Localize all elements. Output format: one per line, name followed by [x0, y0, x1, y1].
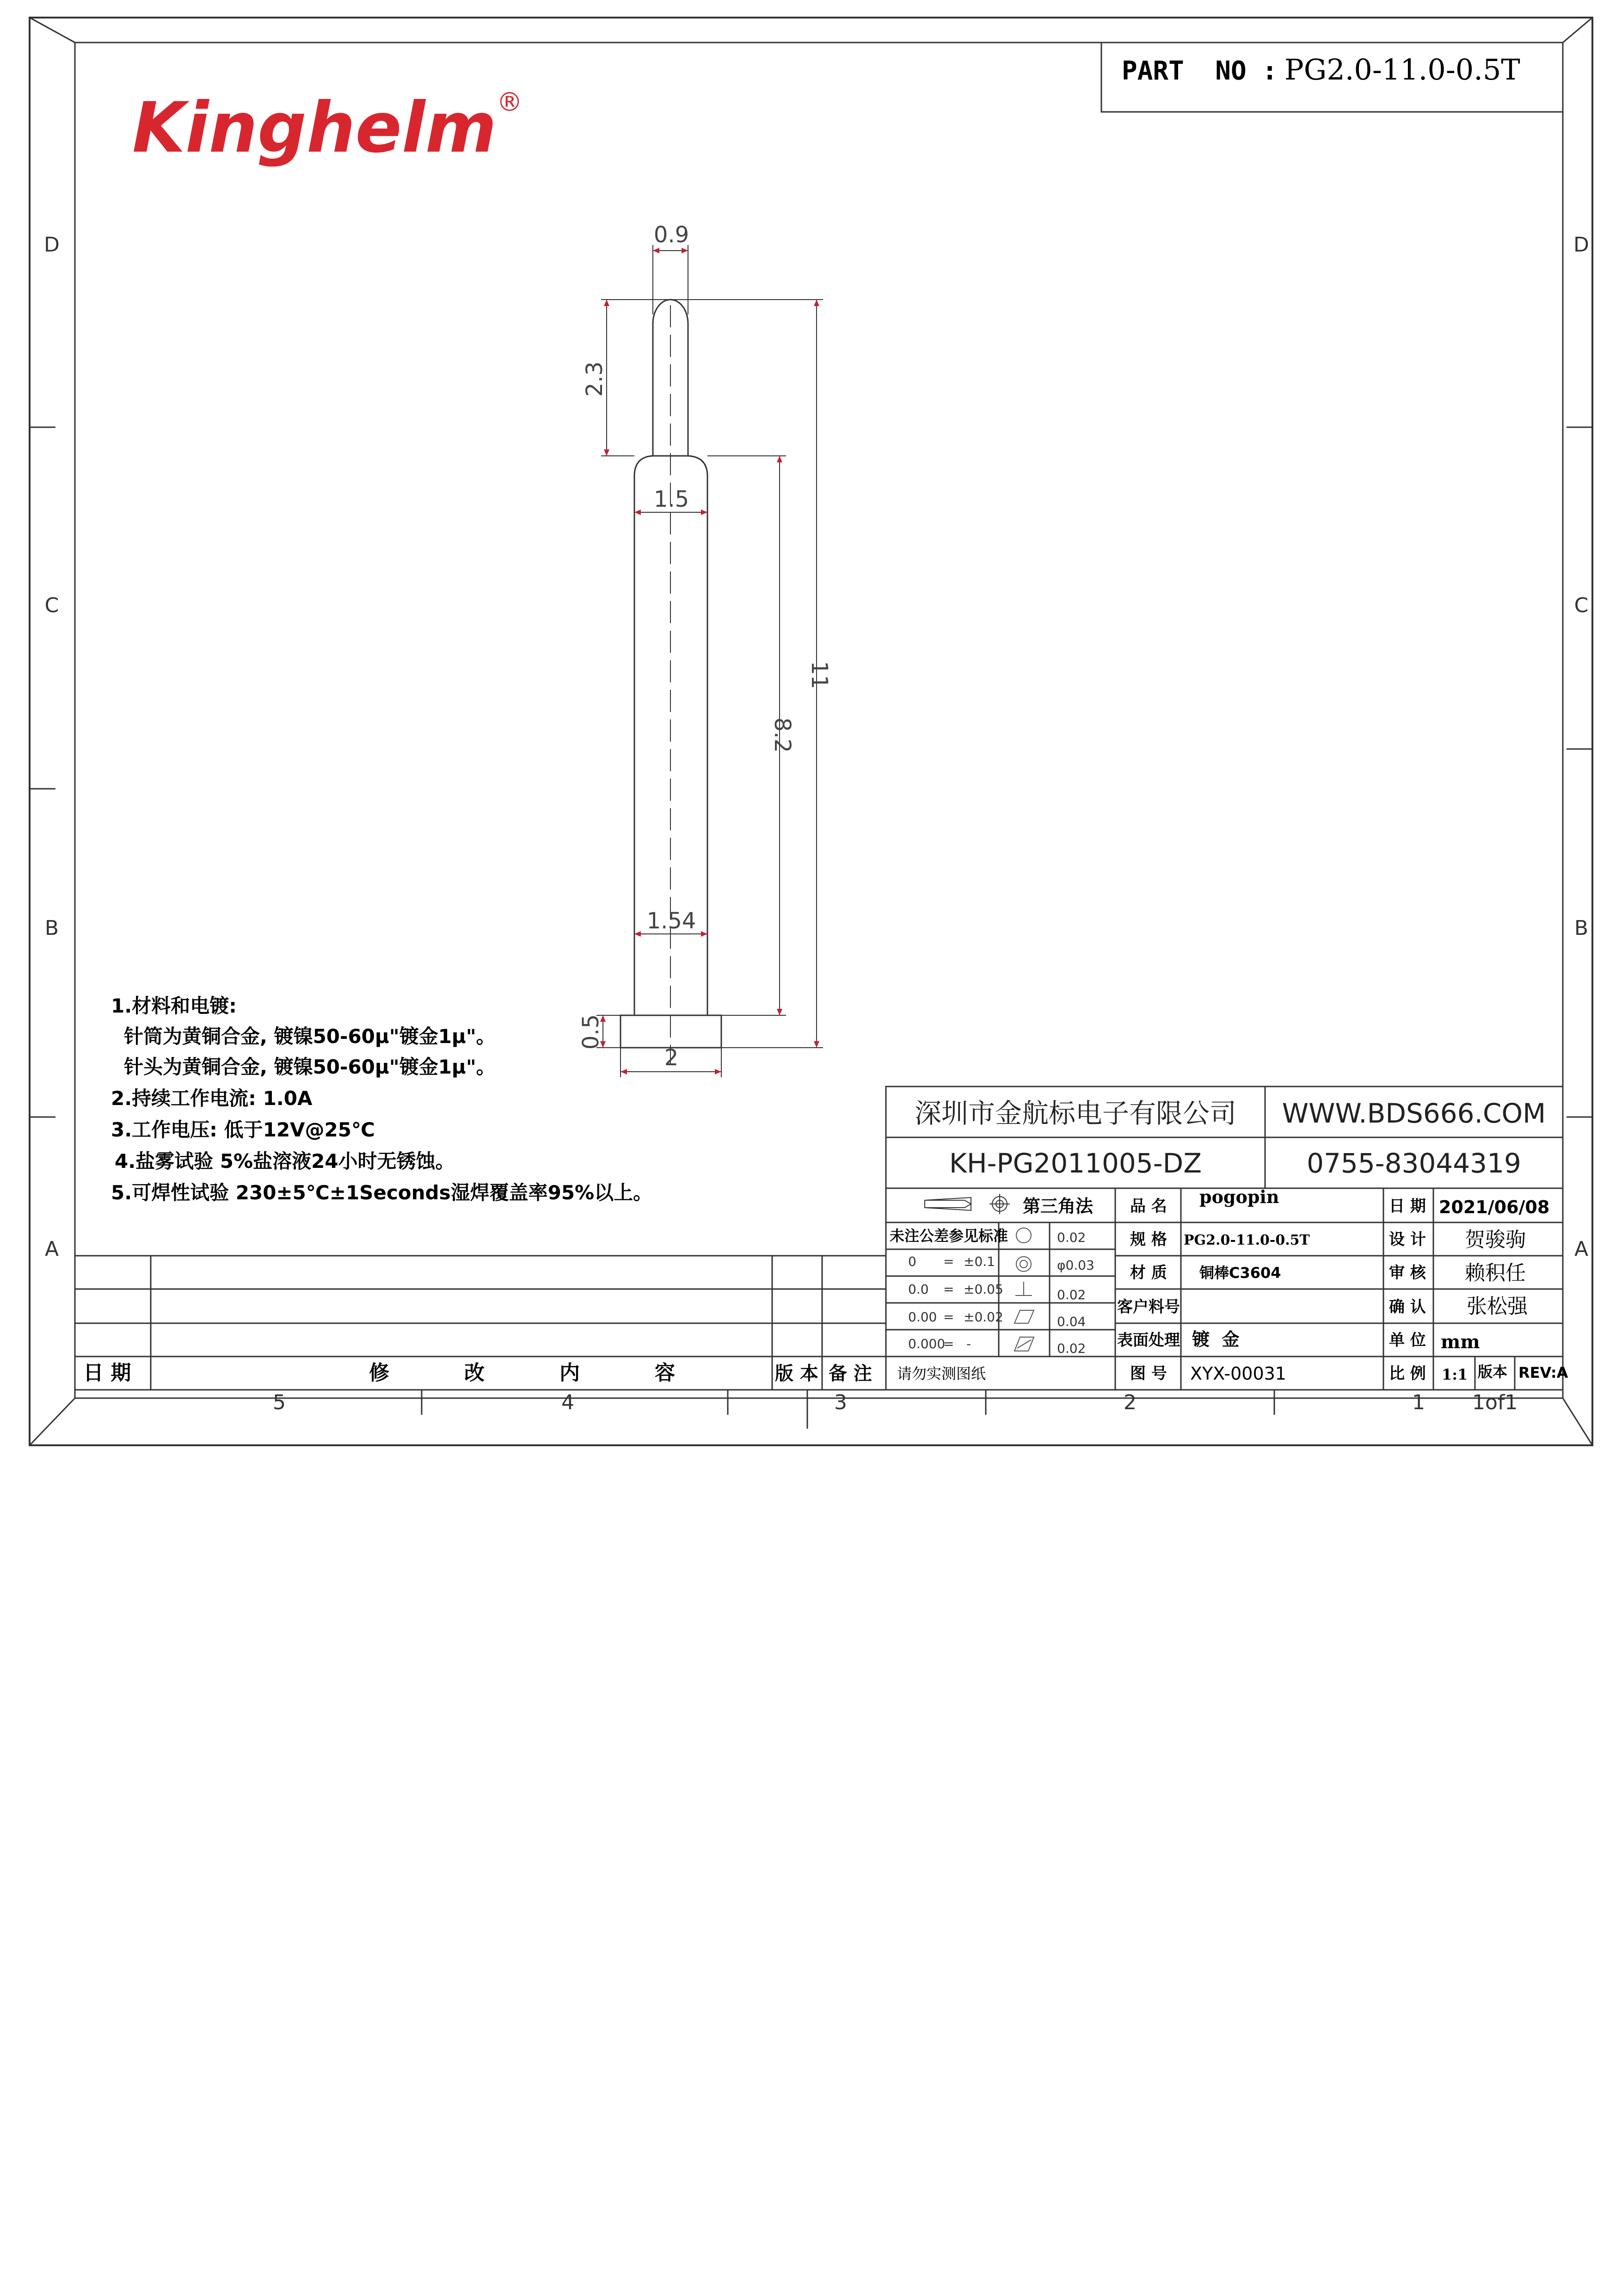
tol-eq-1: =	[943, 1282, 954, 1297]
note-line-4: 2.持续工作电流: 1.0A	[111, 1087, 313, 1110]
zone-ticks	[30, 427, 1592, 1429]
zone-row-left-b: B	[44, 916, 59, 940]
tolerance-title: 未注公差参见标准	[890, 1227, 1008, 1245]
unit-label: 单 位	[1389, 1331, 1426, 1350]
tol-eq-0: =	[943, 1254, 954, 1269]
zone-row-left-a: A	[44, 1237, 59, 1261]
dim-tip-length: 2.3	[582, 361, 608, 397]
projection-label: 第三角法	[1023, 1196, 1094, 1216]
cylindricity-icon	[1014, 1337, 1034, 1351]
review-label: 审 核	[1389, 1264, 1426, 1282]
company-name: 深圳市金航标电子有限公司	[914, 1098, 1237, 1129]
zone-col-2: 2	[1124, 1391, 1137, 1414]
dim-flange-thickness: 0.5	[578, 1014, 604, 1050]
roundness-icon	[1016, 1228, 1031, 1243]
tol-val-1: ±0.05	[964, 1282, 1003, 1297]
scale-value: 1:1	[1442, 1366, 1468, 1383]
material-label: 材 质	[1130, 1264, 1167, 1282]
rev-date-label: 日 期	[83, 1361, 131, 1385]
date-value: 2021/06/08	[1439, 1197, 1550, 1217]
zone-col-5: 5	[273, 1391, 286, 1414]
unit-value: mm	[1441, 1331, 1480, 1353]
tol-geo-4: 0.02	[1057, 1341, 1086, 1356]
rev-version-label: 版 本	[775, 1363, 818, 1384]
scale-label: 比 例	[1389, 1364, 1426, 1383]
rev-remark-label: 备 注	[829, 1363, 872, 1384]
drawing-no-value: XYX-00031	[1190, 1363, 1286, 1384]
registered-mark: ®	[497, 87, 522, 117]
note-line-3: 针头为黄铜合金, 镀镍50-60μ"镀金1μ"。	[124, 1056, 496, 1078]
zone-col-4: 4	[561, 1391, 574, 1414]
product-name-value: pogopin	[1199, 1186, 1279, 1207]
drawing-code: KH-PG2011005-DZ	[949, 1148, 1202, 1179]
rev-value: REV:A	[1518, 1364, 1568, 1381]
concentricity-icon	[1016, 1257, 1031, 1271]
drawing-no-label: 图 号	[1130, 1364, 1167, 1383]
spec-label: 规 格	[1130, 1230, 1167, 1249]
tol-dim-0: 0	[908, 1254, 916, 1269]
product-name-label: 品 名	[1130, 1197, 1167, 1216]
perpendicularity-icon	[1015, 1282, 1032, 1295]
tol-geo-1: φ0.03	[1057, 1258, 1094, 1273]
geometric-tolerance-icons	[1014, 1257, 1034, 1351]
dim-barrel-diameter: 1.5	[653, 486, 689, 512]
version-label: 版本	[1478, 1363, 1508, 1381]
tol-val-0: ±0.1	[964, 1254, 995, 1269]
tol-val-2: ±0.02	[964, 1309, 1003, 1325]
sheet-number: 1of1	[1472, 1391, 1518, 1414]
zone-row-right-b: B	[1574, 916, 1589, 940]
design-value: 贺骏驹	[1465, 1228, 1526, 1252]
zone-row-left-d: D	[44, 233, 60, 257]
confirm-value: 张松强	[1467, 1295, 1528, 1318]
zone-row-left-c: C	[44, 594, 59, 617]
dim-tip-diameter: 0.9	[653, 222, 689, 248]
dimension-lines	[596, 245, 823, 1077]
confirm-label: 确 认	[1389, 1298, 1426, 1316]
zone-row-right-d: D	[1573, 233, 1589, 257]
rev-content-char-2: 改	[464, 1361, 485, 1385]
zone-col-3: 3	[834, 1391, 847, 1414]
dim-barrel-diameter-lower: 1.54	[646, 908, 696, 934]
pogo-pin-drawing	[621, 300, 721, 1063]
tol-geo-0: 0.02	[1057, 1230, 1086, 1245]
company-website: WWW.BDS666.COM	[1282, 1098, 1546, 1129]
tol-dim-2: 0.00	[908, 1309, 937, 1325]
date-label: 日 期	[1389, 1197, 1426, 1216]
note-line-2: 针筒为黄铜合金, 镀镍50-60μ"镀金1μ"。	[124, 1025, 496, 1048]
material-value: 铜棒C3604	[1199, 1264, 1281, 1282]
tol-geo-3: 0.04	[1057, 1314, 1086, 1329]
zone-col-1: 1	[1412, 1391, 1425, 1414]
design-label: 设 计	[1389, 1230, 1426, 1249]
rev-content-char-3: 内	[559, 1361, 580, 1385]
third-angle-projection-icon	[925, 1194, 1010, 1214]
dim-flange-diameter: 2	[664, 1045, 679, 1071]
tol-dim-1: 0.0	[908, 1282, 929, 1297]
tol-eq-2: =	[943, 1309, 954, 1325]
surface-label: 表面处理	[1117, 1331, 1180, 1350]
zone-row-right-c: C	[1574, 594, 1589, 617]
kinghelm-logo: Kinghelm	[132, 88, 497, 168]
tol-val-3: -	[966, 1336, 971, 1351]
note-line-6: 4.盐雾试验 5%盐溶液24小时无锈蚀。	[115, 1150, 455, 1173]
note-line-5: 3.工作电压: 低于12V@25℃	[111, 1118, 375, 1141]
part-no-value: PG2.0-11.0-0.5T	[1284, 53, 1520, 86]
do-not-scale-note: 请勿实测图纸	[897, 1365, 986, 1382]
customer-no-label: 客户料号	[1117, 1298, 1180, 1316]
spec-value: PG2.0-11.0-0.5T	[1184, 1232, 1310, 1248]
note-line-7: 5.可焊性试验 230±5℃±1Seconds湿焊覆盖率95%以上。	[111, 1181, 653, 1204]
zone-row-right-a: A	[1574, 1237, 1589, 1261]
part-no-label: PART NO :	[1122, 56, 1278, 86]
rev-content-char-1: 修	[369, 1361, 389, 1385]
surface-value: 镀 金	[1192, 1329, 1240, 1350]
dim-total-length: 11	[806, 661, 832, 689]
tol-geo-2: 0.02	[1057, 1287, 1086, 1302]
technical-notes	[111, 995, 652, 1204]
note-line-1: 1.材料和电镀:	[111, 995, 237, 1017]
tol-dim-3: 0.000	[908, 1336, 946, 1351]
outer-frame	[30, 18, 1592, 1445]
review-value: 赖积任	[1465, 1261, 1526, 1285]
dim-barrel-length: 8.2	[769, 717, 795, 753]
flatness-icon	[1014, 1310, 1034, 1323]
company-phone: 0755-83044319	[1307, 1148, 1521, 1179]
rev-content-char-4: 容	[655, 1361, 675, 1385]
tol-eq-3: =	[943, 1336, 954, 1351]
